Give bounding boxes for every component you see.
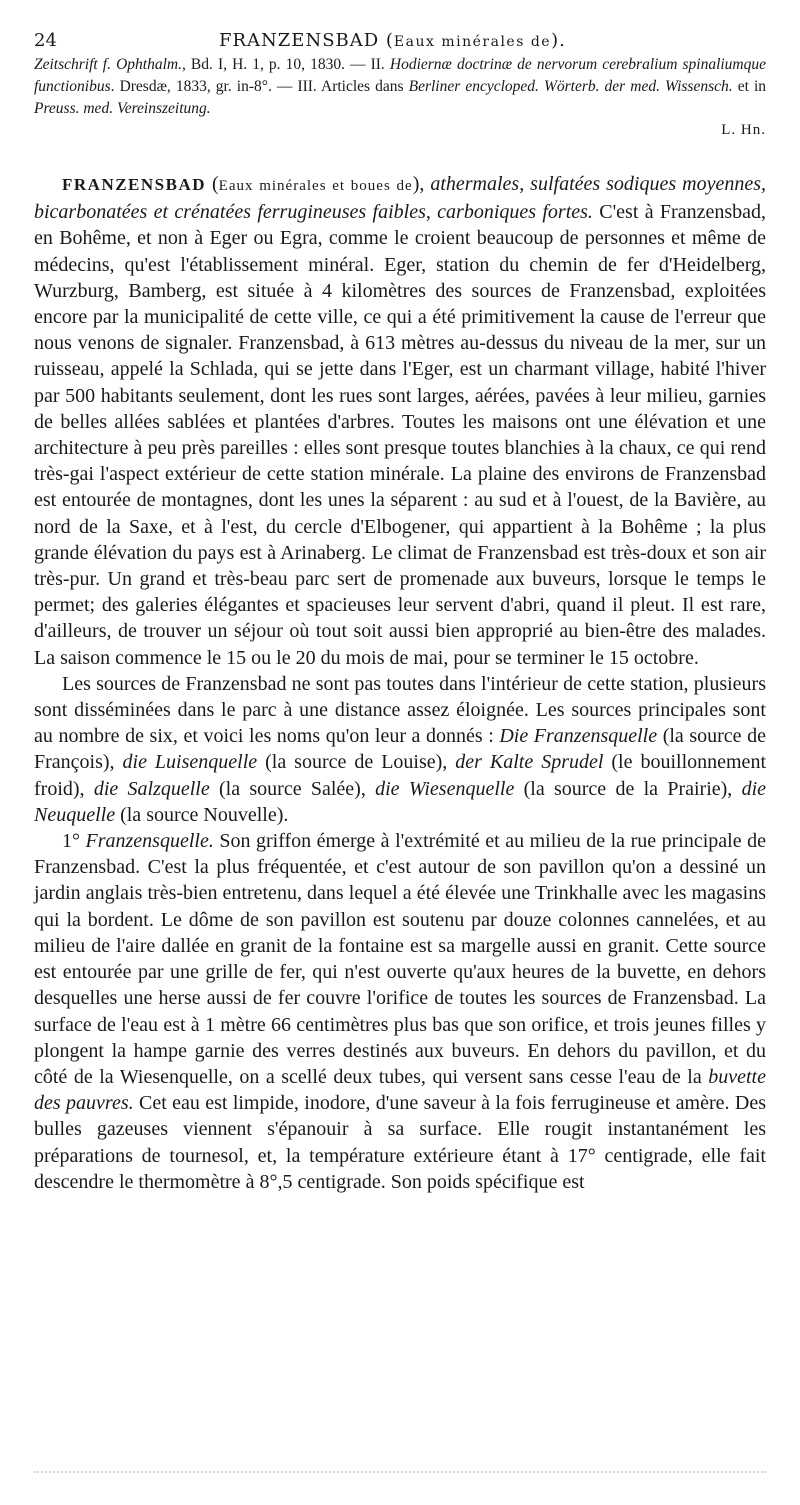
sources-intro: Les sources de Franzensbad ne sont pas toutes dans l'intérieur de cette station, plusieurs sont disséminées dans le parc à une distance assez éloignée. Les sources principales sont au nombre de six, et voici les noms qu'on leur a donnés : xyxy=(34,672,766,748)
ref-details-1: , Bd. I, H. 1, p. 10, 1830. — II. xyxy=(181,56,390,73)
headword-paren-open: ( xyxy=(206,173,219,195)
page-number: 24 xyxy=(34,30,57,51)
running-title-small: Eaux minérales de xyxy=(393,34,552,50)
references-block xyxy=(34,54,766,120)
source-gloss-5: (la source de la Prairie), xyxy=(514,777,742,800)
paragraph-franzensquelle xyxy=(34,828,766,1195)
source-name-4: die Salzquelle xyxy=(93,777,210,800)
source-name-3: der Kalte Sprudel xyxy=(455,751,604,774)
headword-description: athermales, sulfatées sodiques moyennes, bicarbonatées et crénatées ferrugineuses faibles, carboniques fortes. xyxy=(34,173,766,224)
headword: FRANZENSBAD xyxy=(62,175,207,194)
paragraph-intro xyxy=(34,171,766,671)
ref-journal-3: Berliner encycloped. Wörterb. der med. Wissensch. xyxy=(408,78,733,95)
ref-journal-1: Zeitschrift f. Ophthalm. xyxy=(34,56,182,73)
running-title-main: FRANZENSBAD ( xyxy=(219,30,394,51)
section-title: Franzensquelle. xyxy=(85,830,214,853)
ref-connector: et in xyxy=(732,78,767,95)
franzensquelle-text-a: Son griffon émerge à l'extrémité et au milieu de la rue principale de Franzensbad. C'est la plus fréquentée, et c'est autour de son pavillon qu'on a dessiné un jardin anglais très-bien entretenu, dans lequel a été élevée une Trinkhalle avec les magasins qui la bordent. Le dôme de son pavillon est soutenu par douze colonnes cannelées, et au milieu de l'aire dallée en granit de la fontaine est sa margelle aussi en granit. Cette source est entourée par une grille de fer, qui n'est ouverte qu'aux heures de la buvette, en dehors desquelles une herse aussi de fer couvre l'orifice de toutes les sources de Franzensbad. La surface de l'eau est à 1 mètre 66 centimètres plus bas que son orifice, et trois jeunes filles y plongent la hampe garnie des verres destinés aux buveurs. En dehors du pavillon, et du côté de la Wiesenquelle, on a scellé deux tubes, qui versent sans cesse l'eau de la xyxy=(34,830,766,1088)
ref-details-2: . Dresdæ, 1833, gr. in-8°. — III. Articles dans xyxy=(110,78,409,95)
paragraph-sources xyxy=(34,671,766,828)
source-name-6: die Neuquelle xyxy=(34,777,767,826)
section-number: 1° xyxy=(62,830,86,853)
source-gloss-2: (la source de Louise), xyxy=(257,751,456,774)
source-gloss-4: (la source Salée), xyxy=(209,777,376,800)
footer-rule xyxy=(34,1471,766,1474)
running-title xyxy=(219,30,566,51)
franzensquelle-text-b: Cet eau est limpide, inodore, d'une saveur à la fois ferrugineuse et amère. Des bulles gazeuses viennent s'épanouir à sa surface. Elle rougit instantanément les préparations de tournesol, et, la température extérieure étant à 17° centigrade, elle fait descendre le thermomètre à 8°,5 centigrade. Son poids spécifique est xyxy=(34,1092,766,1193)
franzensquelle-italic: buvette des pauvres. xyxy=(34,1065,766,1115)
source-name-2: die Luisenquelle xyxy=(122,751,258,774)
source-gloss-3: (le bouillonnement froid), xyxy=(34,751,766,800)
source-name-5: die Wiesenquelle xyxy=(375,777,515,800)
headword-paren-close: ), xyxy=(412,173,431,195)
running-header xyxy=(34,22,766,54)
source-name-1: Die Franzensquelle xyxy=(499,725,658,748)
author-signature: L. Hn. xyxy=(721,122,766,138)
article-body xyxy=(34,171,766,1195)
ref-title-2: Hodiernæ doctrinæ de nervorum cerebralium spinaliumque functionibus xyxy=(34,56,766,95)
headword-subtitle: Eaux minérales et boues de xyxy=(218,178,413,194)
source-gloss-6: (la source Nouvelle). xyxy=(115,803,289,826)
page xyxy=(34,22,766,1195)
running-title-end: ). xyxy=(551,30,566,51)
ref-journal-4: Preuss. med. Vereinszeitung. xyxy=(34,100,211,117)
source-gloss-1: (la source de François), xyxy=(34,725,766,774)
paragraph-intro-text: C'est à Franzensbad, en Bohême, et non à Eger ou Egra, comme le croient beaucoup de personnes et même de médecins, qu'est l'établissement minéral. Eger, station du chemin de fer d'Heidelberg, Wurzburg, Bamberg, est située à 4 kilomètres des sources de Franzensbad, exploitées encore par la municipalité de cette ville, ce qui a été primitivement la cause de l'erreur que nous venons de signaler. Franzensbad, à 613 mètres au-dessus du niveau de la mer, sur un ruisseau, appelé la Schlada, qui se jette dans l'Eger, est un charmant village, habité l'hiver par 500 habitants seulement, dont les rues sont larges, aérées, pavées à leur milieu, garnies de belles allées sablées et plantées d'arbres. Toutes les maisons ont une élévation et une architecture à peu près pareilles : elles sont presque toutes blanchies à la chaux, ce qui rend très-gai l'aspect extérieur de cette station minérale. La plaine des environs de Franzensbad est entourée de montagnes, dont les unes la séparent : au sud et à l'ouest, de la Bavière, au nord de la Saxe, et à l'est, du cercle d'Elbogener, qui appartient à la Bohême ; la plus grande élévation du pays est à Arinaberg. Le climat de Franzensbad est très-doux et son air très-pur. Un grand et très-beau parc sert de promenade aux buveurs, lorsque le temps le permet; des galeries élégantes et spacieuses leur servent d'abri, quand il pleut. Il est rare, d'ailleurs, de trouver un séjour où tout soit aussi bien approprié au bien-être des malades. La saison commence le 15 ou le 20 du mois de mai, pour se terminer le 15 octobre. xyxy=(34,201,766,669)
